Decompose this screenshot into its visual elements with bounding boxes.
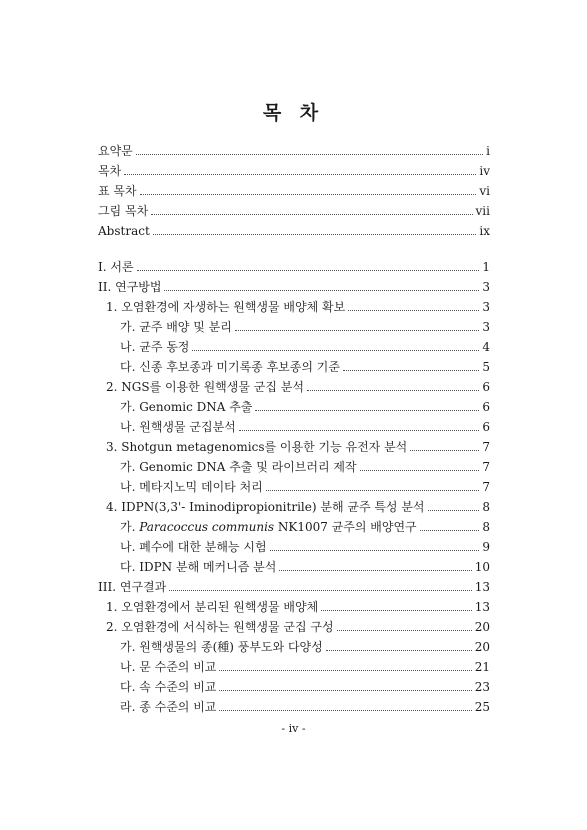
toc-entry-page: ix [479,224,490,238]
dot-leader [137,270,480,271]
dot-leader [343,370,479,371]
toc-entry-label: 2. NGS를 이용한 원핵생물 군집 분석 [106,380,304,394]
toc-entry-label: 표 목차 [98,184,137,198]
dot-leader [235,330,480,331]
dot-leader [337,630,472,631]
toc-entry[interactable] [98,218,490,238]
dot-leader [266,490,480,491]
toc-entry-page: 3 [482,300,490,314]
toc-entry-page: 7 [482,480,490,494]
toc-entry-page: 6 [482,400,490,414]
toc-subsection[interactable] [98,514,490,534]
toc-entry-page: 6 [482,420,490,434]
dot-leader [321,610,472,611]
toc-entry-label: 3. Shotgun metagenomics를 이용한 기능 유전자 분석 [106,440,408,454]
toc-entry-page: vi [479,184,490,198]
toc-entry-label: 다. 속 수준의 비교 [120,680,217,694]
toc-entry-page: 13 [474,600,490,614]
toc-entry-page: 4 [482,340,490,354]
toc-entry-label: 나. 원핵생물 군집분석 [120,420,236,434]
toc-subsection[interactable] [98,474,490,494]
page-title: 목 차 [262,102,325,124]
dot-leader [140,194,477,195]
toc-entry-page: i [486,144,490,158]
dot-leader [326,650,472,651]
dot-leader [307,390,479,391]
toc-entry-page: 7 [482,440,490,454]
toc-entry-label: II. 연구방법 [98,280,162,294]
toc-chapter[interactable] [98,254,490,274]
dot-leader [428,510,480,511]
toc-subsection[interactable] [98,694,490,714]
toc-entry-page: 20 [474,640,490,654]
toc-section[interactable] [98,374,490,394]
dot-leader [270,550,480,551]
dot-leader [153,234,477,235]
dot-leader [239,430,480,431]
toc-entry[interactable] [98,198,490,218]
toc-entry-page: 13 [474,580,490,594]
toc-entry-label: I. 서론 [98,260,134,274]
toc-entry-page: 7 [482,460,490,474]
dot-leader [219,670,471,671]
toc-entry-page: 3 [482,280,490,294]
toc-entry-page: 10 [474,560,490,574]
toc-entry-label: 가. 균주 배양 및 분리 [120,320,232,334]
toc-entry-label: Abstract [98,224,150,238]
toc-entry-label: 나. 문 수준의 비교 [120,660,217,674]
species-name: Paracoccus communis [139,520,275,534]
toc-entry[interactable] [98,158,490,178]
toc-entry[interactable] [98,178,490,198]
toc-entry-label: 1. 오염환경에서 분리된 원핵생물 배양체 [106,600,319,614]
toc-subsection[interactable] [98,314,490,334]
toc-entry-label: 나. 메타지노믹 데이타 처리 [120,480,263,494]
toc-subsection[interactable] [98,354,490,374]
toc-entry-label: 가. Genomic DNA 추출 [120,400,253,414]
toc-subsection[interactable] [98,634,490,654]
toc-subsection[interactable] [98,674,490,694]
dot-leader [219,690,471,691]
toc-entry-page: 6 [482,380,490,394]
dot-leader [219,710,471,711]
toc-subsection[interactable] [98,334,490,354]
dot-leader [164,290,479,291]
toc-entry-label [98,520,417,534]
toc-section[interactable] [98,294,490,314]
toc-entry-label: III. 연구결과 [98,580,167,594]
toc-section[interactable] [98,494,490,514]
toc-entry-label: 라. 종 수준의 비교 [120,700,217,714]
toc-entry-page: 8 [482,520,490,534]
page-number-footer: - iv - [281,722,306,735]
toc-entry-page: 21 [474,660,490,674]
dot-leader [348,310,479,311]
toc-entry-page: 1 [482,260,490,274]
toc-subsection[interactable] [98,394,490,414]
dot-leader [420,530,480,531]
toc-entry-label: 1. 오염환경에 자생하는 원핵생물 배양체 확보 [106,300,346,314]
dot-leader [410,450,479,451]
toc-entry-page: iv [479,164,490,178]
toc-entry-page: 3 [482,320,490,334]
label-prefix: 가. [120,520,140,534]
toc-entry-label: 2. 오염환경에 서식하는 원핵생물 군집 구성 [106,620,334,634]
label-suffix: NK1007 균주의 배양연구 [274,520,417,534]
dot-leader [255,410,479,411]
toc-entry-page: 8 [482,500,490,514]
toc-subsection[interactable] [98,654,490,674]
toc-subsection[interactable] [98,454,490,474]
toc-subsection[interactable] [98,534,490,554]
toc-entry-label: 그림 목차 [98,204,149,218]
dot-leader [279,570,471,571]
toc-entry-page: 25 [474,700,490,714]
toc-section[interactable] [98,614,490,634]
toc-section[interactable] [98,594,490,614]
toc-chapter[interactable] [98,274,490,294]
dot-leader [169,590,472,591]
toc-entry-page: 23 [474,680,490,694]
toc-entry-label: 가. 원핵생물의 종(種) 풍부도와 다양성 [120,640,323,654]
toc-entry-label: 다. IDPN 분해 메커니즘 분석 [120,560,277,574]
dot-leader [192,350,479,351]
dot-leader [136,154,483,155]
toc-entry-page: 9 [482,540,490,554]
toc-entry-label: 목차 [98,164,122,178]
toc-section[interactable] [98,434,490,454]
toc-entry-label: 요약문 [98,144,133,158]
toc-subsection[interactable] [98,554,490,574]
dot-leader [360,470,480,471]
toc-chapter[interactable] [98,574,490,594]
toc-entry[interactable] [98,138,490,158]
toc-entry-page: 20 [474,620,490,634]
toc-entry-page: vii [475,204,490,218]
toc-entry-label: 가. Genomic DNA 추출 및 라이브러리 제작 [120,460,357,474]
toc-subsection[interactable] [98,414,490,434]
toc-entry-page: 5 [482,360,490,374]
dot-leader [124,174,476,175]
dot-leader [151,214,472,215]
toc-entry-label: 4. IDPN(3,3'- Iminodipropionitrile) 분해 균주 특성 분석 [106,500,425,514]
toc-entry-label: 나. 균주 동정 [120,340,190,354]
toc-entry-label: 나. 폐수에 대한 분해능 시험 [120,540,267,554]
toc-entry-label: 다. 신종 후보종과 미기록종 후보종의 기준 [120,360,340,374]
